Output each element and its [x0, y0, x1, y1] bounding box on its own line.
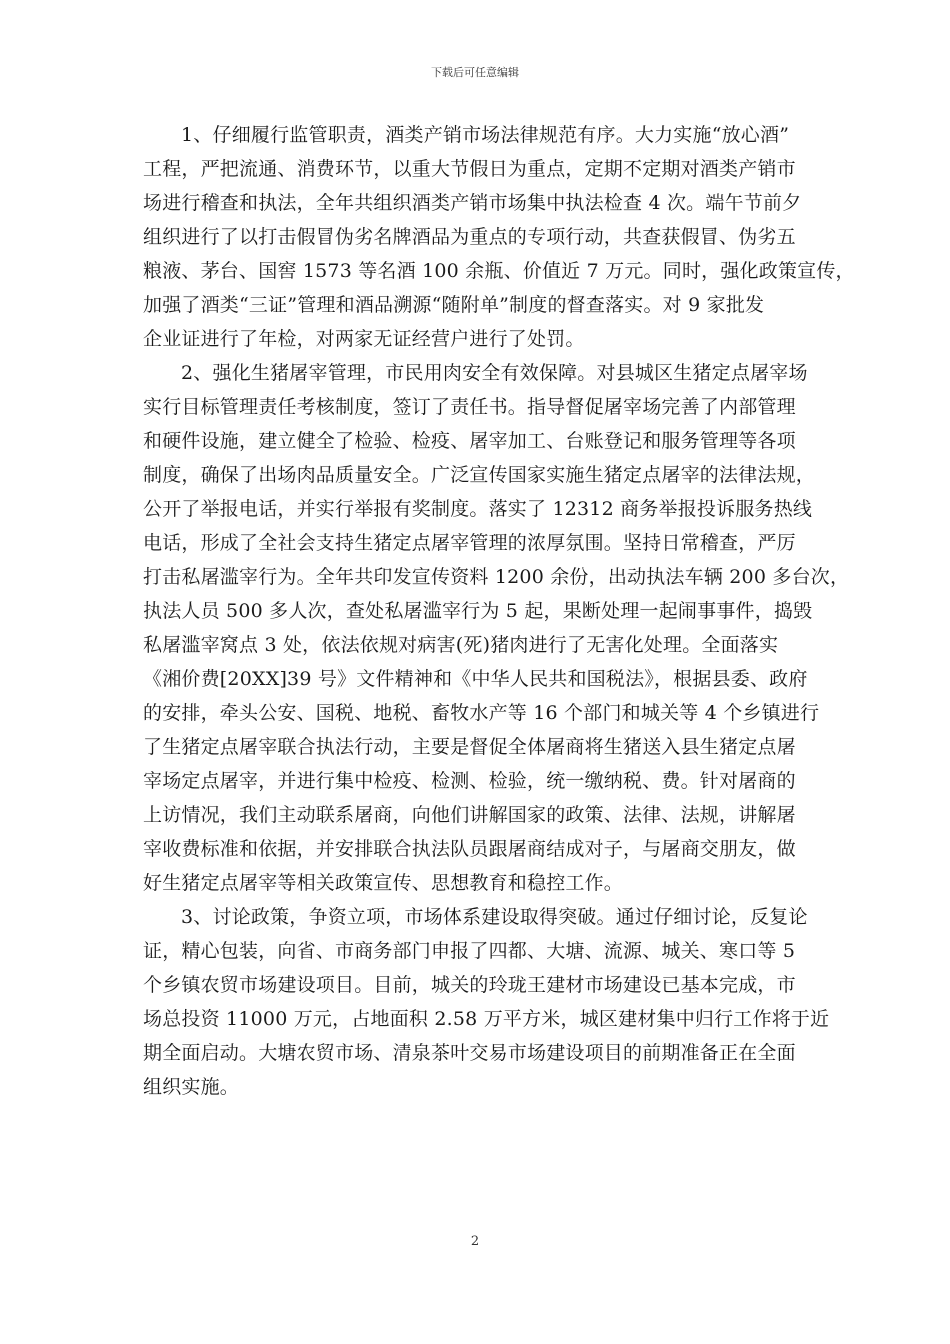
text-line: 粮液、茅台、国窖 1573 等名酒 100 余瓶、价值近 7 万元。同时，强化政策宣传， — [143, 260, 855, 282]
page-header: 下载后可任意编辑 — [431, 66, 519, 79]
text-line: 宰场定点屠宰，并进行集中检疫、检测、检验，统一缴纳税、费。针对屠商的 — [143, 770, 796, 792]
text-line: 期全面启动。大塘农贸市场、清泉茶叶交易市场建设项目的前期准备正在全面 — [143, 1042, 796, 1064]
text-line: 个乡镇农贸市场建设项目。目前，城关的玲珑王建材市场建设已基本完成，市 — [143, 974, 796, 996]
paragraph-3 — [143, 900, 830, 1104]
text-line: 公开了举报电话，并实行举报有奖制度。落实了 12312 商务举报投诉服务热线 — [143, 498, 813, 520]
paragraph-1 — [143, 118, 855, 356]
text-line: 宰收费标准和依据，并安排联合执法队员跟屠商结成对子，与屠商交朋友，做 — [143, 838, 796, 860]
text-line: 加强了酒类“三证”管理和酒品溯源“随附单”制度的督查落实。对 9 家批发 — [143, 294, 765, 316]
text-line: 场进行稽查和执法，全年共组织酒类产销市场集中执法检查 4 次。端午节前夕 — [143, 192, 802, 214]
text-line: 企业证进行了年检，对两家无证经营户进行了处罚。 — [143, 328, 585, 350]
text-line: 组织实施。 — [143, 1076, 240, 1098]
text-line: 和硬件设施，建立健全了检验、检疫、屠宰加工、台账登记和服务管理等各项 — [143, 430, 796, 452]
text-line: 《湘价费[20XX]39 号》文件精神和《中华人民共和国税法》，根据县委、政府 — [143, 668, 808, 690]
text-line: 打击私屠滥宰行为。全年共印发宣传资料 1200 余份，出动执法车辆 200 多台次， — [143, 566, 850, 588]
text-line: 制度，确保了出场肉品质量安全。广泛宣传国家实施生猪定点屠宰的法律法规， — [143, 464, 816, 486]
text-line: 了生猪定点屠宰联合执法行动，主要是督促全体屠商将生猪送入县生猪定点屠 — [143, 736, 796, 758]
text-line: 的安排，牵头公安、国税、地税、畜牧水产等 16 个部门和城关等 4 个乡镇进行 — [143, 702, 820, 724]
text-line: 1、仔细履行监管职责，酒类产销市场法律规范有序。大力实施“放心酒” — [181, 124, 790, 146]
text-line: 实行目标管理责任考核制度，签订了责任书。指导督促屠宰场完善了内部管理 — [143, 396, 796, 418]
text-line: 证，精心包装，向省、市商务部门申报了四都、大塘、流源、城关、寒口等 5 — [143, 940, 796, 962]
text-line: 电话，形成了全社会支持生猪定点屠宰管理的浓厚氛围。坚持日常稽查，严厉 — [143, 532, 796, 554]
text-line: 场总投资 11000 万元，占地面积 2.58 万平方米，城区建材集中归行工作将于近 — [143, 1008, 830, 1030]
text-line: 3、讨论政策，争资立项，市场体系建设取得突破。通过仔细讨论，反复论 — [181, 906, 808, 928]
text-line: 组织进行了以打击假冒伪劣名牌酒品为重点的专项行动，共查获假冒、伪劣五 — [143, 226, 796, 248]
text-line: 执法人员 500 多人次，查处私屠滥宰行为 5 起，果断处理一起闹事事件，捣毁 — [143, 600, 813, 622]
page-number: 2 — [470, 1234, 480, 1249]
text-line: 2、强化生猪屠宰管理，市民用肉安全有效保障。对县城区生猪定点屠宰场 — [181, 362, 808, 384]
paragraph-2 — [143, 356, 850, 900]
text-line: 上访情况，我们主动联系屠商，向他们讲解国家的政策、法律、法规，讲解屠 — [143, 804, 796, 826]
text-line: 私屠滥宰窝点 3 处，依法依规对病害(死)猪肉进行了无害化处理。全面落实 — [143, 634, 779, 656]
text-line: 好生猪定点屠宰等相关政策宣传、思想教育和稳控工作。 — [143, 872, 624, 894]
text-line: 工程，严把流通、消费环节，以重大节假日为重点，定期不定期对酒类产销市 — [143, 158, 796, 180]
document-body — [143, 118, 855, 1104]
